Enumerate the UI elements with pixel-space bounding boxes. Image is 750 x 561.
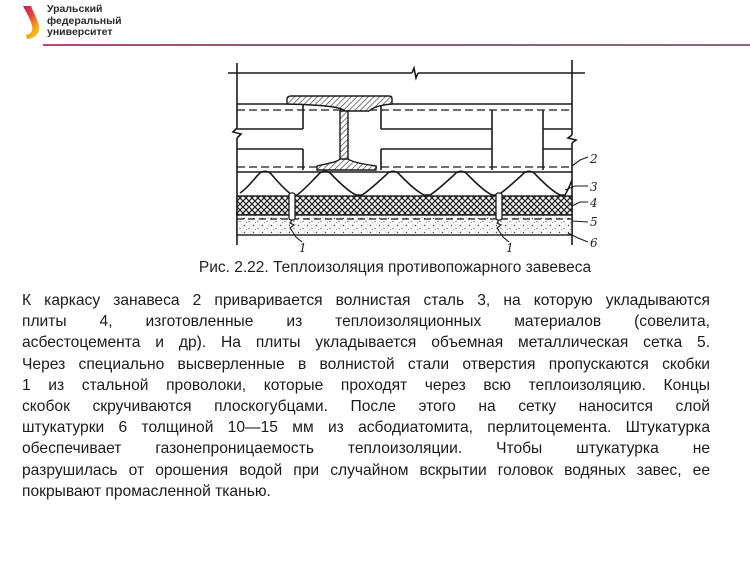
text-line: скобок скручиваются плоскогубцами. После этого на сетку наносится слой: [22, 397, 710, 415]
body-paragraph: [22, 290, 710, 502]
label-plaster-6: 6: [590, 236, 598, 250]
label-staple-1-right: 1: [506, 241, 514, 255]
label-staple-1-left: 1: [299, 241, 307, 255]
label-insulation-plates-4: 4: [590, 196, 598, 210]
text-line: разрушилась от орошения водой при случайном вскрытии головок водяных завес, ее: [22, 461, 710, 479]
label-corrugated-steel-3: 3: [590, 180, 598, 194]
text-line: штукатурки 6 толщиной 10—15 мм из асбодиатомита, перлитоцемента. Штукатурка: [22, 419, 710, 437]
logo-line-2: федеральный: [47, 14, 122, 27]
text-line: 1 из стальной проволоки, которые проходят через всю теплоизоляцию. Концы: [22, 376, 710, 394]
text-line: покрывают промасленной тканью.: [22, 482, 271, 500]
logo-line-3: университет: [47, 26, 113, 38]
text-line: асбестоцемента и др). На плиты укладывается объемная металлическая сетка 5.: [22, 334, 710, 352]
label-frame-2: 2: [590, 152, 598, 166]
label-mesh-5: 5: [590, 215, 598, 229]
figure-caption: Рис. 2.22. Теплоизоляция противопожарного завевеса: [198, 259, 592, 276]
text-line: плиты 4, изготовленные из теплоизоляционных материалов (совелита,: [22, 313, 710, 331]
text-line: обеспечивает газонепроницаемость теплоизоляции. Чтобы штукатурка не: [22, 440, 710, 458]
text-line: К каркасу занавеса 2 приваривается волнистая сталь 3, на которую укладываются: [22, 292, 710, 309]
text-line: Через специально высверленные в волнистой стали отверстия пропускаются скобки: [22, 355, 710, 373]
logo-line-1: Уральский: [47, 3, 103, 15]
